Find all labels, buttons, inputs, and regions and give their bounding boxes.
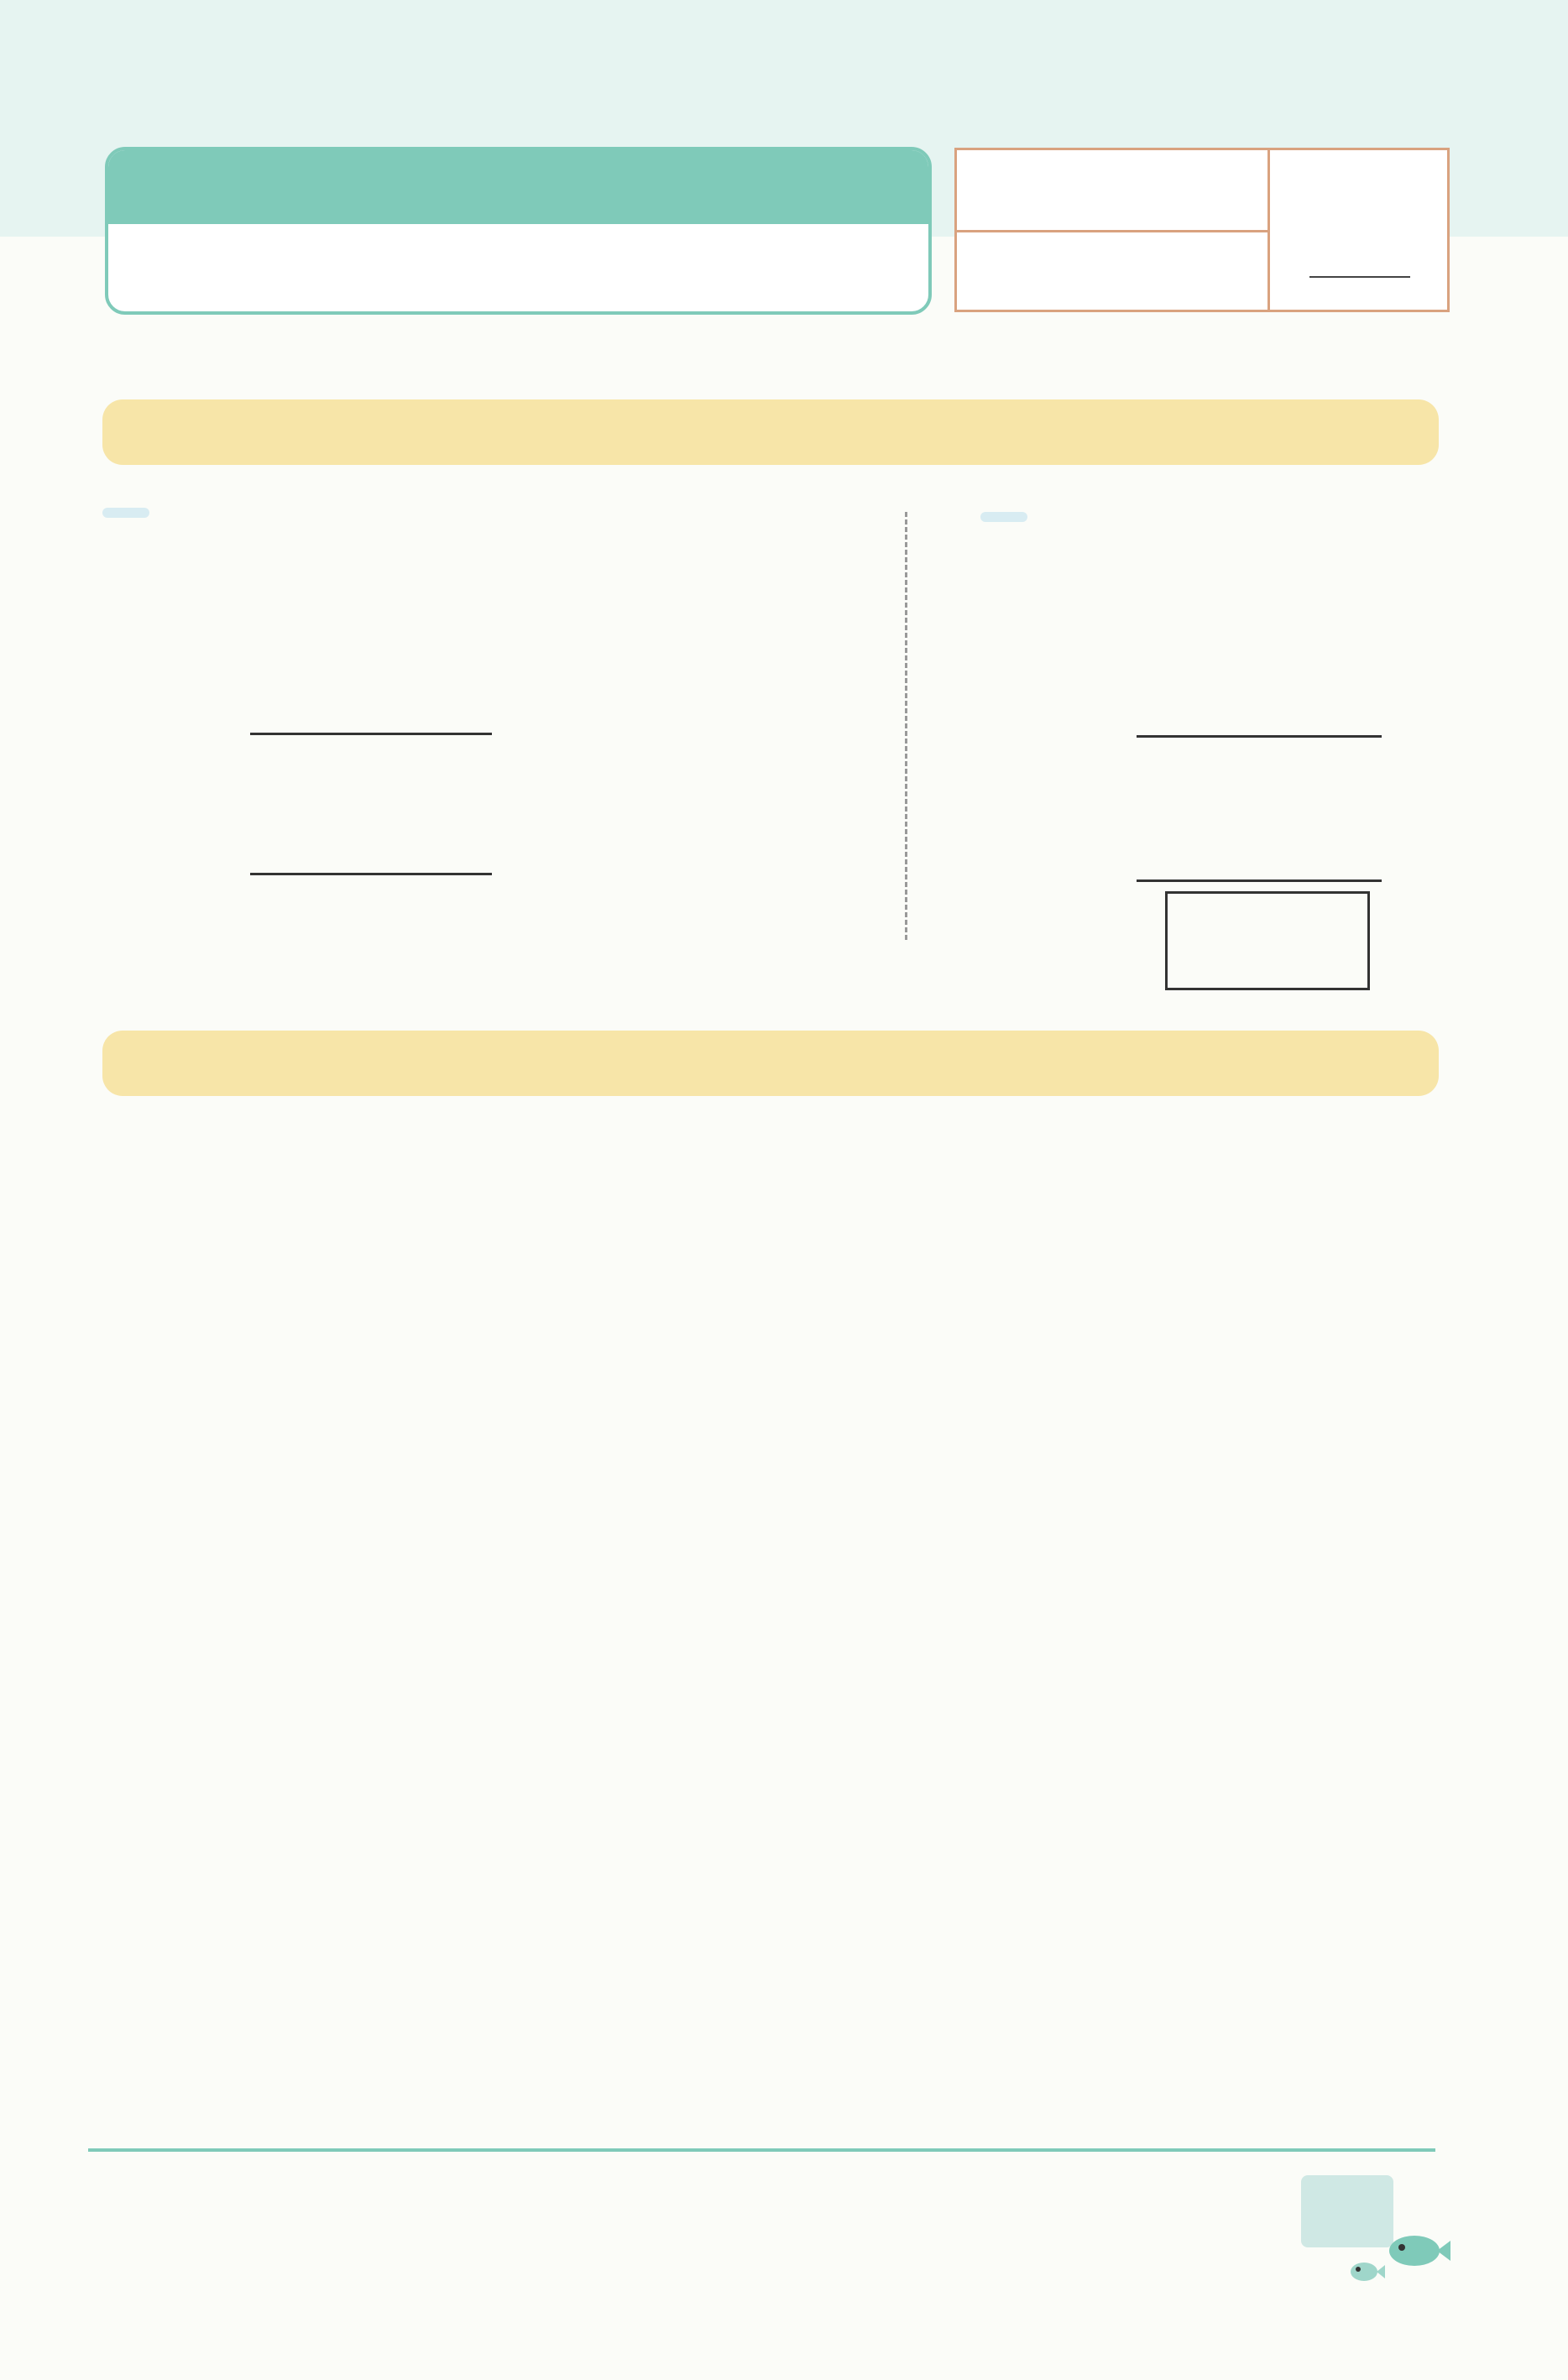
info-box [954,148,1450,312]
method-banner [102,399,1439,465]
fish-icon [1335,2226,1452,2293]
example-divider [905,512,907,940]
example2-tag [980,512,1027,522]
footer-line [88,2148,1435,2152]
example1-tag [102,508,149,518]
example1-line2 [250,873,492,875]
title-bar [108,150,928,224]
correct-blank[interactable] [1309,276,1410,278]
example2-line1 [1137,735,1382,738]
example2-answer-box [1165,891,1370,990]
example1-line1 [250,733,492,735]
title-box [105,147,932,315]
test-banner [102,1031,1439,1096]
lesson-title [108,230,928,311]
example2-line2 [1137,879,1382,882]
